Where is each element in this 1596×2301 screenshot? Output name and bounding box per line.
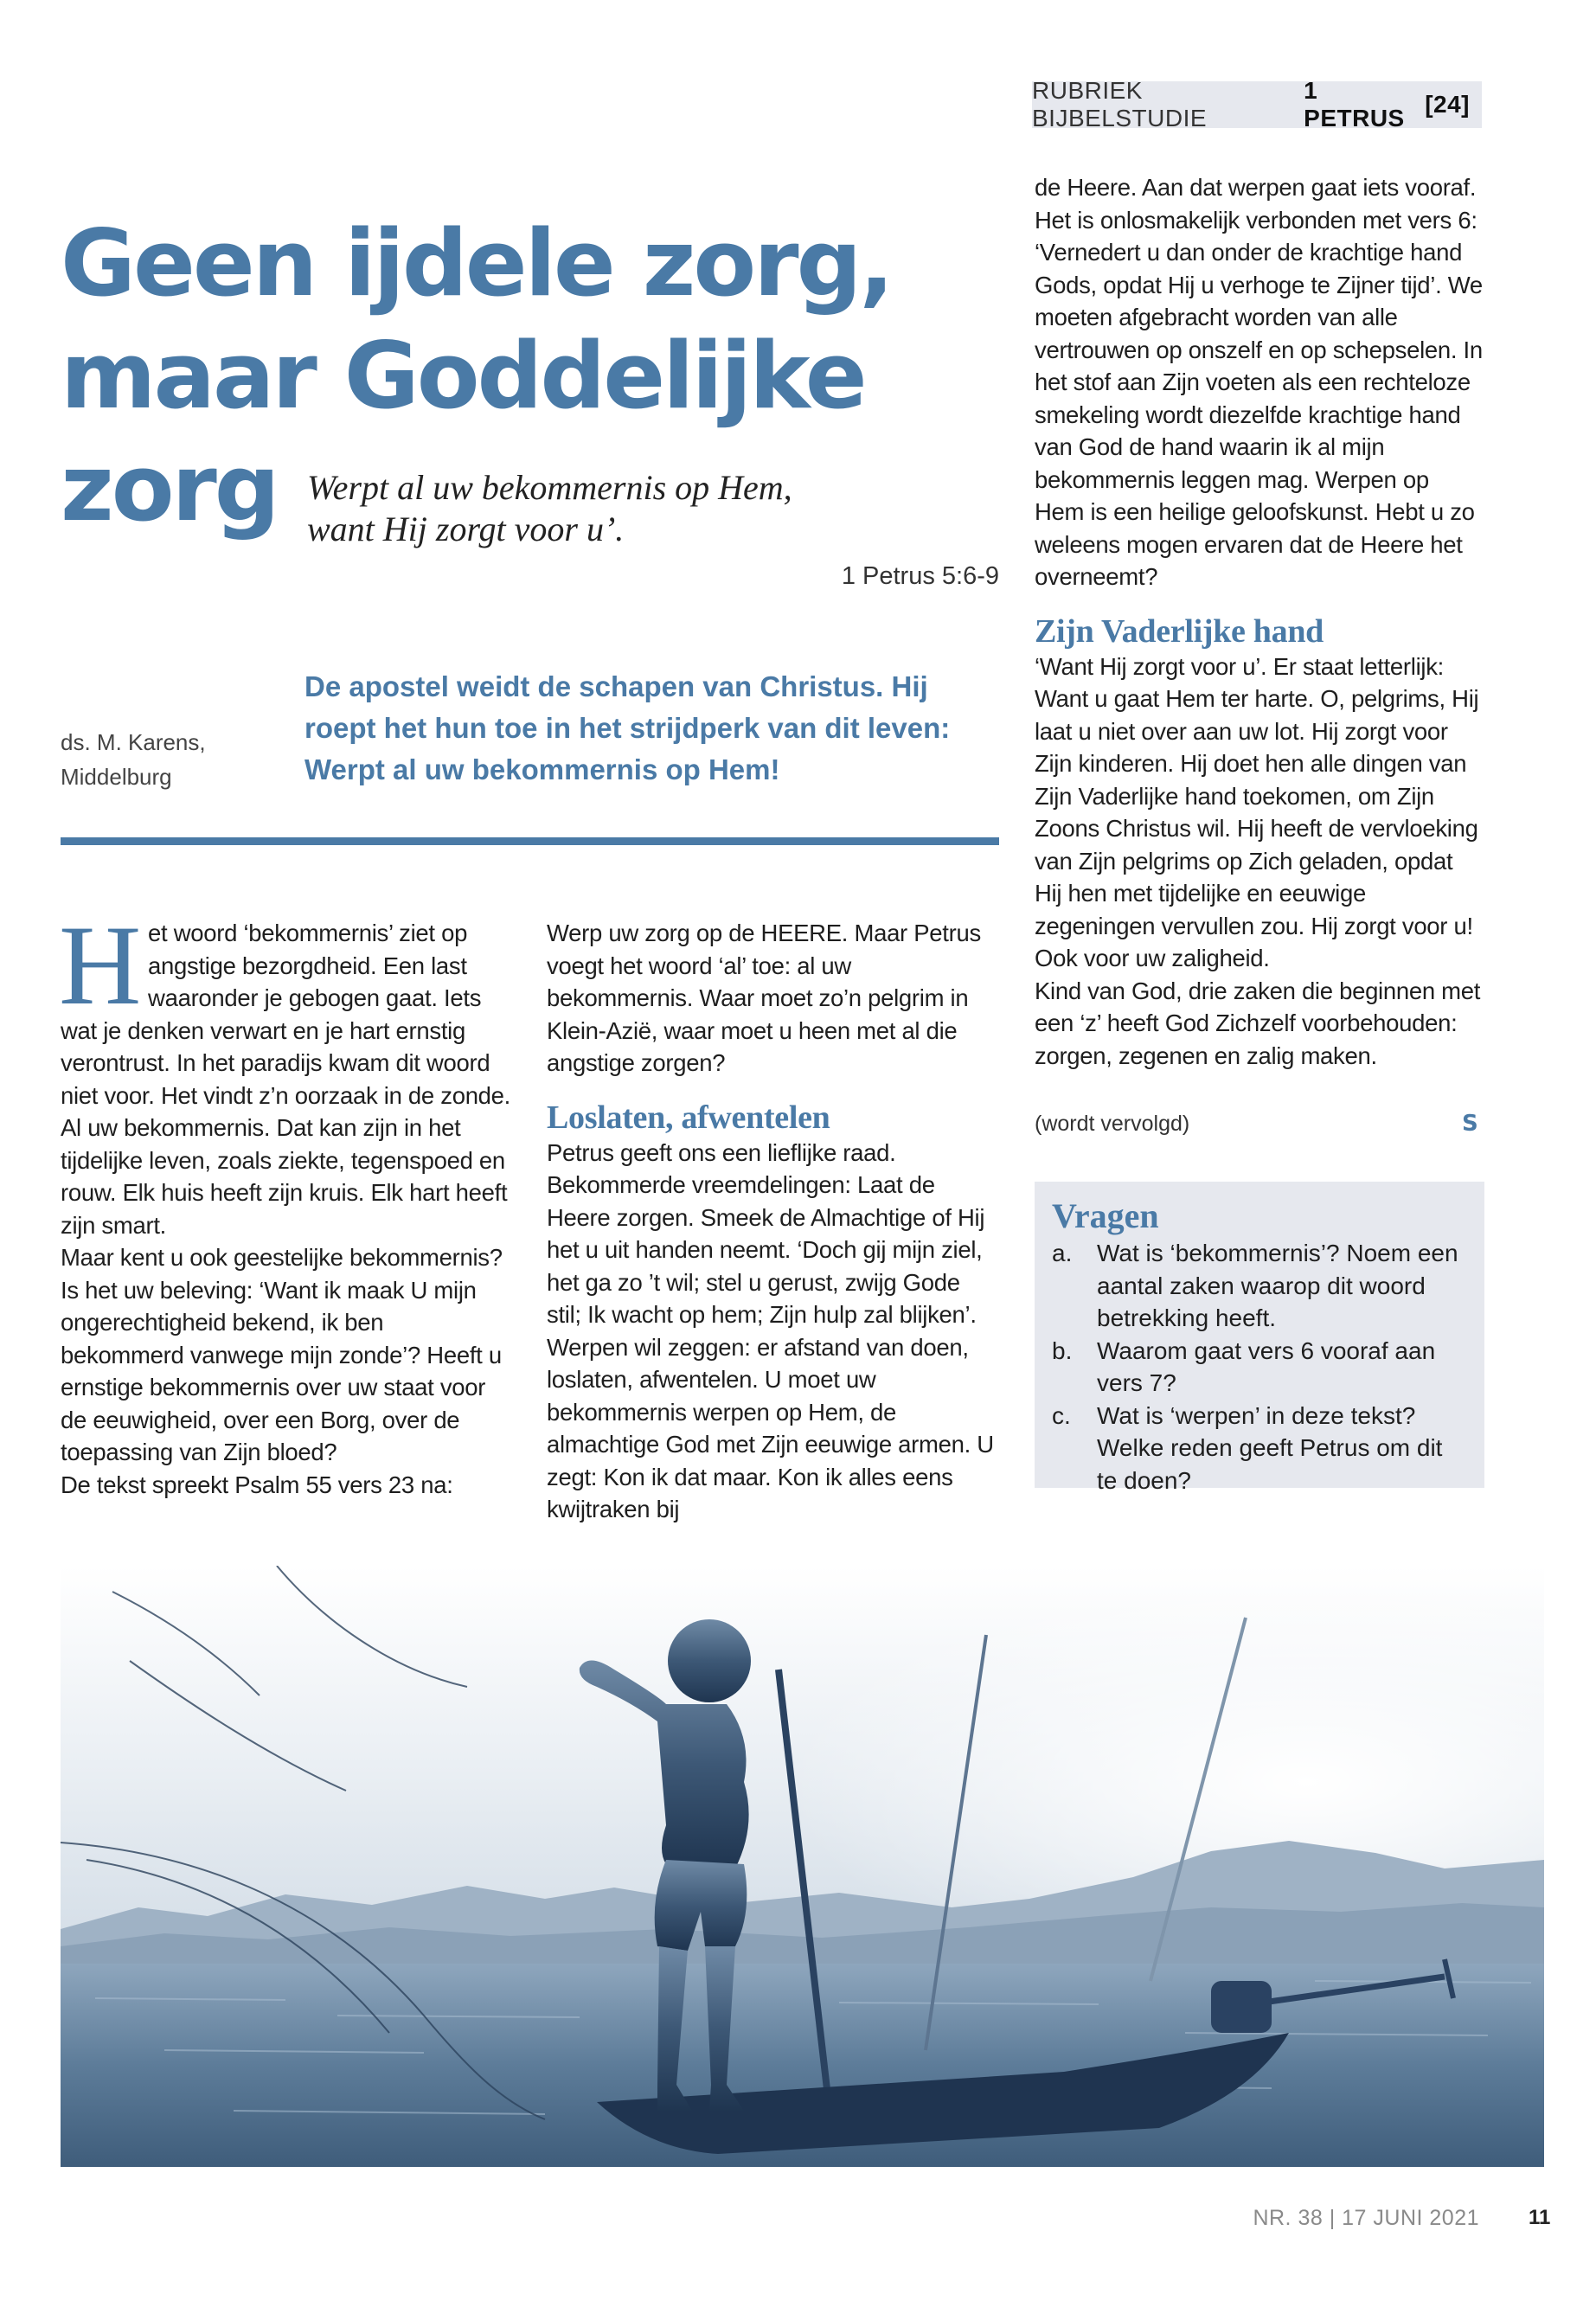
continued-note: (wordt vervolgd) xyxy=(1035,1112,1190,1136)
section-book: 1 PETRUS xyxy=(1304,77,1405,131)
fisherman-illustration xyxy=(61,1566,1544,2167)
questions-box xyxy=(1035,1182,1484,1494)
body-paragraph: Maar kent u ook geestelijke bekommernis? Is het uw beleving: ‘Want ik maak U mijn ongerechtigheid bekend, ik ben bekommerd vanwege mijn zonde’? Heeft u ernstige bekommernis over uw staat voor de eeuwigheid, over een Borg, over de toepassing van Zijn bloed? xyxy=(61,1244,503,1465)
drop-cap: H xyxy=(59,901,142,1029)
body-paragraph: Werp uw zorg op de HEERE. Maar Petrus voegt het woord ‘al’ toe: al uw bekommernis. Waar moet zo’n pelgrim in Klein-Azië, waar moet u heen met al die angstige zorgen? xyxy=(547,920,981,1076)
questions-list xyxy=(1052,1237,1469,1497)
question-letter: b. xyxy=(1052,1336,1073,1364)
quote-line-1: Werpt al uw bekommernis op Hem, xyxy=(307,468,792,507)
divider-rule xyxy=(61,837,999,845)
section-tag xyxy=(1032,77,1482,131)
section-label: RUBRIEK BIJBELSTUDIE xyxy=(1032,77,1208,131)
quote-line-2: want Hij zorgt voor u’. xyxy=(307,510,625,548)
author-byline xyxy=(61,725,251,794)
subheading-loslaten: Loslaten, afwentelen xyxy=(547,1099,830,1136)
bible-quote xyxy=(307,467,913,550)
end-mark-icon: S xyxy=(1462,1111,1478,1137)
article-intro: De apostel weidt de schapen van Christus. Hij roept het hun toe in het strijdperk van dit leven: Werpt al uw bekommernis op Hem! xyxy=(304,670,951,785)
page-number: 11 xyxy=(1529,2206,1551,2229)
body-paragraph: de Heere. Aan dat werpen gaat iets vooraf. Het is onlosmakelijk verbonden met vers 6: ‘Vernedert u dan onder de krachtige hand Gods, opdat Hij u verhoge te Zijner tijd’. We moeten afgebracht worden van alle vertrouwen op onszelf en op schepselen. In het stof aan Zijn voeten als een rechteloze smekeling wordt diezelfde krachtige hand van God de hand waarin ik al mijn bekommernis leggen mag. Werpen op Hem is een heilige geloofskunst. Hebt u zo weleens mogen ervaren dat de Heere het overneemt? xyxy=(1035,174,1483,590)
body-paragraph: Kind van God, drie zaken die beginnen met een ‘z’ heeft God Zichzelf voorbehouden: zorgen, zegenen en zalig maken. xyxy=(1035,977,1481,1069)
body-paragraph xyxy=(59,901,511,1241)
question-text: Wat is ‘bekommernis’? Noem een aantal zaken waarop dit woord betrekking heeft. xyxy=(1097,1240,1458,1331)
question-item xyxy=(1052,1400,1469,1497)
question-item xyxy=(1052,1237,1469,1335)
questions-title: Vragen xyxy=(1052,1196,1159,1235)
body-column-3 xyxy=(1035,171,1484,1072)
question-item xyxy=(1052,1335,1469,1400)
issue-info: NR. 38 | 17 JUNI 2021 xyxy=(1253,2206,1479,2230)
author-place: Middelburg xyxy=(61,764,172,790)
paragraph-text: et woord ‘bekommernis’ ziet op angstige bezorgdheid. Een last waaronder je gebogen gaat. Iets wat je denken verwart en je hart ernstig verontrust. In het paradijs kwam dit woord niet voor. Het vindt z’n oorzaak in de zonde. Al uw bekommernis. Dat kan zijn in het tijdelijke leven, zoals ziekte, tegenspoed en rouw. Elk huis heeft zijn kruis. Elk hart heeft zijn smart. xyxy=(61,920,511,1239)
section-number: [24] xyxy=(1425,91,1470,118)
title-line-1: Geen ijdele zorg, xyxy=(61,210,892,317)
question-text: Wat is ‘werpen’ in deze tekst? Welke reden geeft Petrus om dit te doen? xyxy=(1097,1401,1443,1494)
body-column-1 xyxy=(59,901,511,1501)
question-letter: c. xyxy=(1052,1401,1071,1429)
body-paragraph: Petrus geeft ons een lieflijke raad. Bekommerde vreemdelingen: Laat de Heere zorgen. Smeek de Almachtige of Hij het u uit handen neemt. ‘Doch gij mijn ziel, het ga zo ’t wil; stel u gerust, zwijg Gode stil; Ik wacht op hem; Zijn hulp zal blijken’. xyxy=(547,1138,985,1328)
fisherman-photo xyxy=(61,1566,1544,2167)
question-text: Waarom gaat vers 6 vooraf aan vers 7? xyxy=(1097,1336,1436,1396)
body-paragraph: Werpen wil zeggen: er afstand van doen, loslaten, afwentelen. U moet uw bekommernis werpen op Hem, de almachtige God met Zijn eeuwige armen. U zegt: Kon ik dat maar. Kon ik alles eens kwijtraken bij xyxy=(547,1333,994,1522)
question-letter: a. xyxy=(1052,1240,1073,1266)
quote-reference: 1 Petrus 5:6-9 xyxy=(841,562,999,590)
author-name: ds. M. Karens, xyxy=(61,729,206,755)
body-column-2 xyxy=(547,917,1000,1526)
body-paragraph: De tekst spreekt Psalm 55 vers 23 na: xyxy=(61,1471,453,1498)
title-line-2: maar Goddelijke zorg xyxy=(61,323,865,542)
subheading-vaderlijke-hand: Zijn Vaderlijke hand xyxy=(1035,612,1324,650)
body-paragraph: ‘Want Hij zorgt voor u’. Er staat letterlijk: Want u gaat Hem ter harte. O, pelgrims, Hij laat u niet over aan uw lot. Hij zorgt voor Zijn kinderen. Hij doet hen alle dingen van Zijn Vaderlijke hand toekomen, om Zijn Zoons Christus wil. Hij heeft de vervloeking van Zijn pelgrims op Zich geladen, opdat Hij hen met tijdelijke en eeuwige zegeningen vervullen zou. Hij zorgt voor u! Ook voor uw zaligheid. xyxy=(1035,652,1479,971)
